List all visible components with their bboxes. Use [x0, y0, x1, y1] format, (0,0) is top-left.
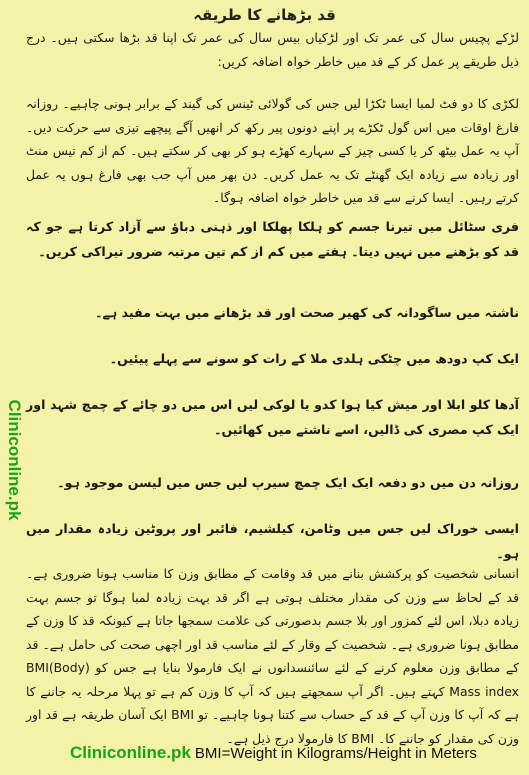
stick-exercise-paragraph: لکڑی کا دو فٹ لمبا ایسا ٹکڑا لیں جس کی گولائی ٹینس کی گیند کے برابر ہونی چاہیے۔ روزانہ فارغ اوقات میں اس گول ٹکڑے پر اپنے دونوں پیر رکھ کر انھیں آگے پیچھے تیزی سے حرکت دیں۔ آپ یہ عمل بیٹھ کر یا کسی چیز کے سہارے کھڑے ہو کر بھی کر سکتے ہیں۔ کم از کم تیس منٹ اور زیادہ سے زیادہ ایک گھنٹے تک یہ عمل کریں۔ دن بھر میں آپ جب بھی فارغ ہوں یہ عمل کرتے رہیں۔ ایسا کرنے سے قد میں خاطر خواہ اضافہ ہوگا۔	[26, 96, 519, 205]
breakfast-tip: ناشتہ میں ساگودانہ کی کھیر صحت اور قد بڑھانے میں بہت مفید ہے۔	[95, 305, 519, 320]
swimming-paragraph: فری سٹائل میں تیرنا جسم کو ہلکا پھلکا اور ذہنی دباؤ سے آزاد کرتا ہے جو کہ قد کو بڑھنے میں نہیں دیتا۔ ہفتے میں کم از کم تین مرتبہ ضرور تیراکی کریں۔	[26, 219, 519, 259]
side-watermark-text: Cliniconline.pk	[5, 399, 24, 521]
diet-tip: ایسی خوراک لیں جس میں وٹامن، کیلشیم، فائبر اور پروٹین زیادہ مقدار میں ہو۔	[26, 521, 519, 561]
footer-brand: Cliniconline.pk	[70, 743, 191, 762]
footer	[70, 743, 477, 769]
bmi-paragraph: انسانی شخصیت کو پرکشش بنانے میں قد وقامت کے مطابق وزن کا مناسب ہونا ضروری ہے۔ قد کے لحاظ سے وزن کی مقدار مختلف ہوتی ہے اگر قد بہت زیادہ لمبا ہوگا تو جسم بہت زیادہ دبلا، اس لئے کمزور اور بلا جسم بدصورتی کی علامت سمجھا جاتا ہے کیونکہ قد کا وزن کے مطابق ہونا ضروری ہے۔ شخصیت کے وقار کے لئے مناسب قد اور اچھی صحت کی حامل ہے۔ قد کے مطابق وزن معلوم کرنے کے لئے سائنسدانوں نے ایک فارمولا بنایا ہے جس کو (BMI(Body Mass index کہتے ہیں۔ اگر آپ سمجھتے ہیں کہ آپ کا وزن کم ہے تو پہلا مرحلہ یہ جاننے کا ہے کہ آپ کا وزن آپ کے قد کے حساب سے کتنا ہونا چاہیے۔ تو BMI ایک آسان طریقہ ہے قد اور وزن کی مقدار کو جاننے کا۔ BMI کا فارمولا درج ذیل ہے۔	[26, 566, 519, 746]
pumpkin-tip: آدھا کلو ابلا اور میش کیا ہوا کدو یا لوکی لیں اس میں دو چائے کے چمچ شہد اور ایک کپ مصری کی ڈالیں، اسے ناشتے میں کھائیں۔	[26, 397, 519, 437]
milk-tip: ایک کپ دودھ میں چٹکی ہلدی ملا کے رات کو سونے سے پہلے پیئیں۔	[109, 351, 519, 366]
bmi-formula: BMI=Weight in Kilograms/Height in Meters	[194, 745, 477, 762]
syrup-tip: روزانہ دن میں دو دفعہ ایک ایک چمچ سیرپ لیں جس میں لیسن موجود ہو۔	[57, 475, 519, 490]
intro-paragraph: لڑکے پچیس سال کی عمر تک اور لڑکیاں بیس سال کی عمر تک اپنا قد بڑھا سکتی ہیں۔ درج ذیل طریقے پر عمل کر کے قد میں خاطر خواہ اضافہ کریں:	[26, 30, 519, 69]
page-title: قد بڑھانے کا طریقہ	[193, 6, 336, 24]
side-watermark	[3, 340, 25, 580]
